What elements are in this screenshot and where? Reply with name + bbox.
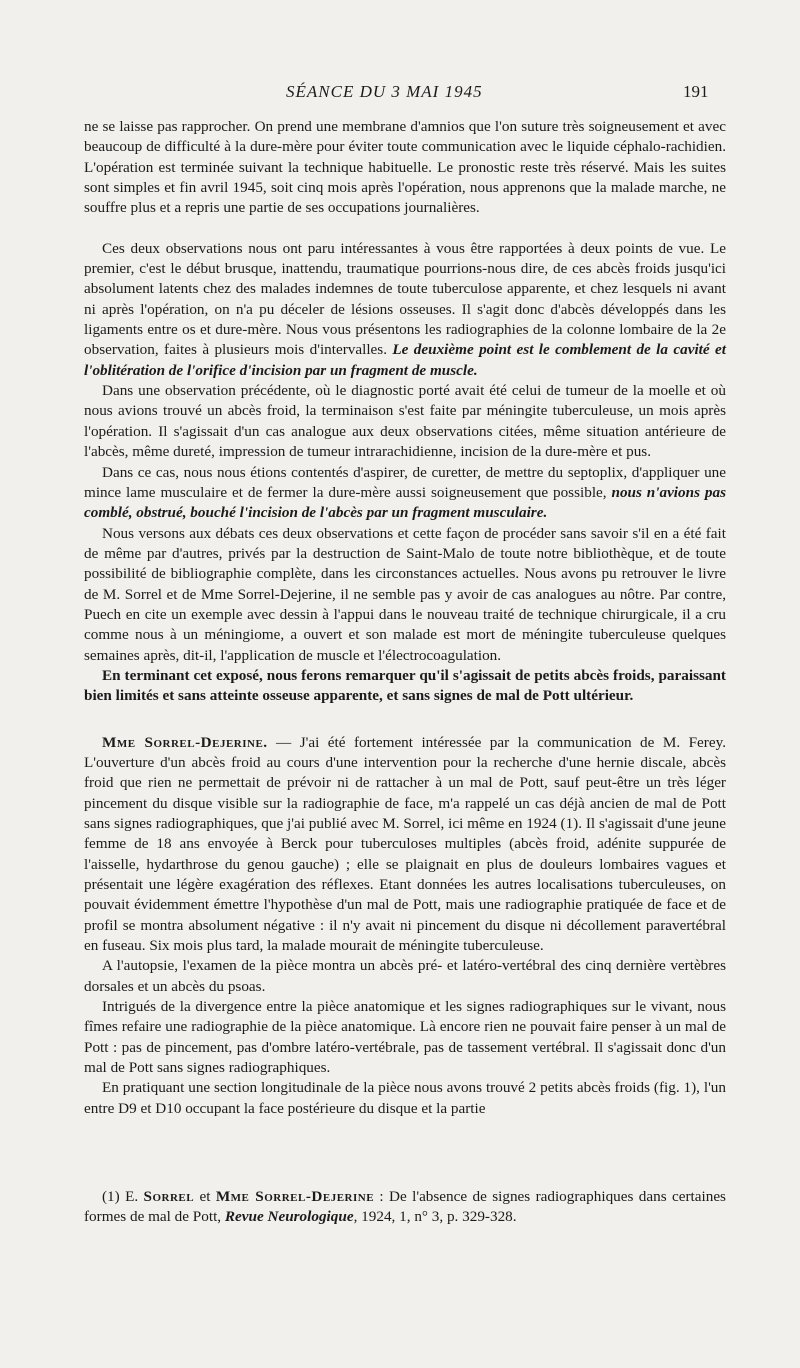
paragraph bbox=[84, 1078, 726, 1119]
paragraph bbox=[84, 956, 726, 997]
body-text bbox=[84, 117, 726, 1119]
author-name: Mme Sorrel-Dejerine bbox=[215, 1188, 375, 1205]
text-run: A l'autopsie, l'examen de la pièce montra un abcès pré- et latéro-vertébral des cinq dernière vertèbres dorsales et un abcès du psoas. bbox=[84, 957, 726, 995]
footnote-text bbox=[84, 1187, 726, 1227]
emphasis-text: Revue Neurologique bbox=[224, 1208, 354, 1225]
text-run: et bbox=[194, 1188, 216, 1205]
paragraph bbox=[84, 733, 726, 957]
text-run: Dans une observation précédente, où le diagnostic porté avait été celui de tumeur de la moelle et où nous avions trouvé un abcès froid, la terminaison s'est faite par méningite tuberculeuse, un mois après l'opération. Il s'agissait d'un cas analogue aux deux observations citées, même situation antérieure de l'abcès, même dureté, impression de tumeur intrarachidienne, incision de la dure-mère et pus. bbox=[84, 382, 726, 461]
paragraph bbox=[84, 239, 726, 381]
text-run: Dans ce cas, nous nous étions contentés d'aspirer, de curetter, de mettre du septoplix, d'appliquer une mince lame musculaire et de fermer la dure-mère aussi soigneusement que possible, bbox=[84, 463, 726, 501]
paragraph bbox=[84, 666, 726, 707]
text-run: (1) E. bbox=[102, 1188, 144, 1205]
paragraph bbox=[84, 117, 726, 219]
text-run: ne se laisse pas rapprocher. On prend une membrane d'amnios que l'on suture très soigneusement et avec beaucoup de difficulté à la dure-mère pour éviter toute communication avec le liquide céphalo-rachidien. L'opération est terminée suivant la technique habituelle. Le pronostic reste très réservé. Mais les suites sont simples et fin avril 1945, soit cinq mois après l'opération, nous apprenons que la malade marche, ne souffre plus et a repris une partie de ses occupations journalières. bbox=[84, 118, 726, 217]
emphasis-text: nous n'avions pas comblé, obstrué, bouché l'incision de l'abcès par un fragment musculaire. bbox=[84, 483, 726, 522]
page-header bbox=[0, 82, 800, 104]
text-run: — J'ai été fortement intéressée par la communication de M. Ferey. L'ouverture d'un abcès froid au cours d'une intervention pour la recherche d'une hernie discale, abcès froid que rien ne permettait de prévoir ni de rattacher à un mal de Pott, sauf peut-être un très léger pincement du disque visible sur la radiographie de face, m'a rappelé un cas déjà ancien de mal de Pott sans signes radiographiques, que j'ai publié avec M. Sorrel, ici même en 1924 (1). Il s'agissait d'une jeune femme de 18 ans envoyée à Berck pour tuberculoses multiples (abcès froid, adénite suppurée de l'aisselle, hydarthrose du genou gauche) ; elle se plaignait en plus de douleurs lombaires vagues et présentait une légère exagération des réflexes. Etant données les autres localisations tuberculeuses, on pouvait évidemment émettre l'hypothèse d'un mal de Pott, mais une radiographie pratiquée de face et de profil se montra absolument négative : il n'y avait ni pincement du disque ni décollement paravertébral en fuseau. Six mois plus tard, la malade mourait de méningite tuberculeuse. bbox=[84, 733, 726, 955]
paragraph bbox=[84, 524, 726, 666]
text-run: Ces deux observations nous ont paru intéressantes à vous être rapportées à deux points de vue. Le premier, c'est le début brusque, inattendu, traumatique pourrions-nous dire, de ces abcès froids jusqu'ici absolument latents chez des malades indemnes de toute tuberculose apparente, et chez lesquels ni avant ni après l'opération, on n'a pu déceler de lésions osseuses. Il s'agit donc d'abcès développés dans les ligaments entre os et dure-mère. Nous vous présentons les radiographies de la colonne lombaire de la 2e observation, faites à plusieurs mois d'intervalles. bbox=[84, 239, 726, 359]
text-run: , 1924, 1, n° 3, p. 329-328. bbox=[353, 1208, 517, 1225]
author-name: Mme Sorrel-Dejerine. bbox=[102, 733, 268, 751]
text-run: En pratiquant une section longitudinale de la pièce nous avons trouvé 2 petits abcès froids (fig. 1), l'un entre D9 et D10 occupant la face postérieure du disque et la partie bbox=[84, 1079, 726, 1117]
emphasis-text: Le deuxième point est le comblement de la cavité et l'oblitération de l'orifice d'incision par un fragment de muscle. bbox=[84, 341, 726, 379]
text-run: : De l'absence de signes radiographiques dans certaines formes de mal de Pott, bbox=[84, 1188, 726, 1225]
footnote bbox=[84, 1187, 726, 1227]
text-run: Nous versons aux débats ces deux observations et cette façon de procéder sans savoir s'il en a été fait de même par d'autres, privés par la destruction de Saint-Malo de toute notre bibliothèque, et de toute possibilité de bibliographie complète, dans les circonstances actuelles. Nous avons pu retrouver le livre de M. Sorrel et de Mme Sorrel-Dejerine, il ne semble pas y avoir de cas analogues au nôtre. Par contre, Puech en cite un exemple avec dessin à l'appui dans le nouveau traité de technique chirurgicale, il a cru comme nous à un méningiome, a ouvert et son malade est mort de méningite tuberculeuse quelques semaines après, dit-il, l'application de muscle et l'électrocoagulation. bbox=[84, 524, 726, 664]
paragraph bbox=[84, 381, 726, 462]
author-name: Sorrel bbox=[143, 1188, 195, 1205]
text-run: Intrigués de la divergence entre la pièce anatomique et les signes radiographiques sur le vivant, nous fîmes refaire une radiographie de la pièce anatomique. Là encore rien ne pouvait faire penser à un mal de Pott : pas de pincement, pas d'ombre latéro-vertébrale, pas de tassement vertébral. Il s'agissait donc d'un mal de Pott sans signes radiographiques. bbox=[84, 998, 726, 1077]
running-title: SÉANCE DU 3 MAI 1945 bbox=[286, 82, 483, 101]
paragraph bbox=[84, 463, 726, 524]
paragraph bbox=[84, 997, 726, 1078]
page-number: 191 bbox=[683, 82, 709, 101]
text-run: En terminant cet exposé, nous ferons remarquer qu'il s'agissait de petits abcès froids, paraissant bien limités et sans atteinte osseuse apparente, et sans signes de mal de Pott ultérieur. bbox=[84, 666, 726, 705]
